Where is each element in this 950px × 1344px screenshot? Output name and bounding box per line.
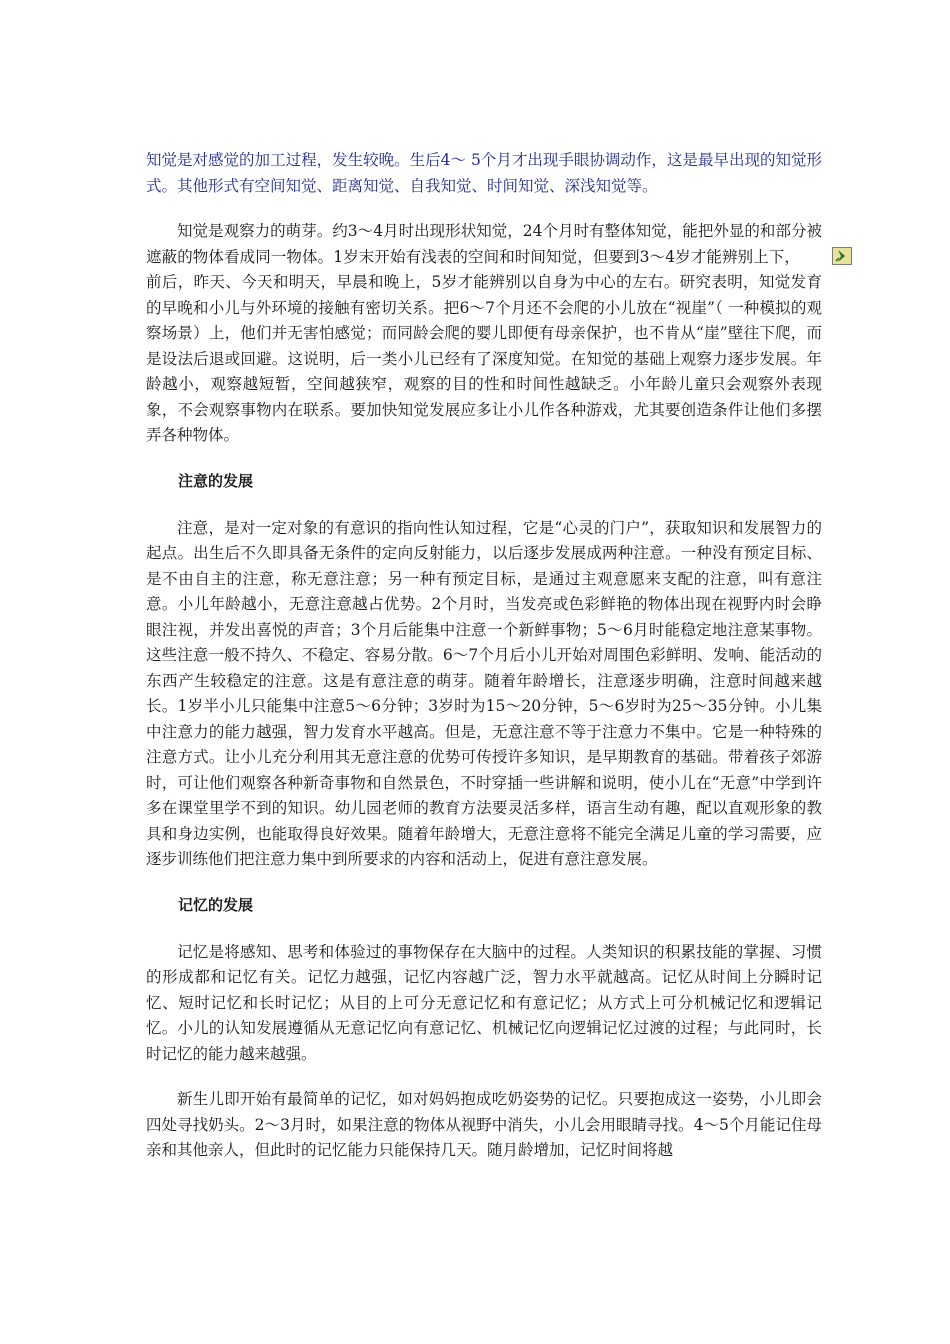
perception-paragraph	[146, 219, 822, 449]
document-page	[146, 148, 822, 1184]
intro-paragraph: 知觉是对感觉的加工过程，发生较晚。生后4～ 5个月才出现手眼协调动作，这是最早出现的知觉形式。其他形式有空间知觉、距离知觉、自我知觉、时间知觉、深浅知觉等。	[146, 151, 822, 195]
attention-heading: 注意的发展	[178, 471, 254, 490]
memory-paragraph-2: 新生儿即开始有最简单的记忆，如对妈妈抱成吃奶姿势的记忆。只要抱成这一姿势，小儿即会四处寻找奶头。2～3月时，如果注意的物体从视野中消失，小儿会用眼睛寻找。4～5个月能记住母亲和其他亲人，但此时的记忆能力只能保持几天。随月龄增加，记忆时间将越	[146, 1090, 822, 1159]
memory-heading: 记忆的发展	[178, 895, 254, 914]
perception-text-end: 前后，昨天、今天和明天，早晨和晚上，5岁才能辨别以自身为中心的左右。研究表明，知觉发育的早晚和小儿与外环境的接触有密切关系。把6～7个月还不会爬的小儿放在“视崖”（ 一种模拟的观察场景）上，他们并无害怕感觉；而同龄会爬的婴儿即便有母亲保护，也不肯从“崖”壁往下爬，而是设法后退或回避。这说明，后一类小儿已经有了深度知觉。在知觉的基础上观察力逐步发展。年龄越小，观察越短暂，空间越狭窄，观察的目的性和时间性越缺乏。小年龄儿童只会观察外表现象，不会观察事物内在联系。要加快知觉发展应多让小儿作各种游戏，尤其要创造条件让他们多摆弄各种物体。	[146, 273, 822, 444]
perception-text-start: 知觉是观察力的萌芽。约3～4月时出现形状知觉，24个月时有整体知觉，能把外显的和部分被遮蔽的物体看成同一物体。1岁末开始有浅表的空间和时间知觉，但要到3～4岁才能辨别上下，	[146, 222, 822, 266]
attention-paragraph: 注意，是对一定对象的有意识的指向性认知过程，它是“心灵的门户”，获取知识和发展智力的起点。出生后不久即具备无条件的定向反射能力，以后逐步发展成两种注意。一种没有预定目标、是不由自主的注意，称无意注意；另一种有预定目标，是通过主观意愿来支配的注意，叫有意注意。小儿年龄越小，无意注意越占优势。2个月时，当发亮或色彩鲜艳的物体出现在视野内时会睁眼注视，并发出喜悦的声音；3个月后能集中注意一个新鲜事物；5～6月时能稳定地注意某事物。这些注意一般不持久、不稳定、容易分散。6～7个月后小儿开始对周围色彩鲜明、发响、能活动的东西产生较稳定的注意。这是有意注意的萌芽。随着年龄增长，注意逐步明确，注意时间越来越长。1岁半小儿只能集中注意5～6分钟；3岁时为15～20分钟，5～6岁时为25～35分钟。小儿集中注意力的能力越强，智力发育水平越高。但是，无意注意不等于注意力不集中。它是一种特殊的注意方式。让小儿充分利用其无意注意的优势可传授许多知识，是早期教育的基础。带着孩子郊游时，可让他们观察各种新奇事物和自然景色，不时穿插一些讲解和说明，使小儿在“无意”中学到许多在课堂里学不到的知识。幼儿园老师的教育方法要灵活多样，语言生动有趣，配以直观形象的教具和身边实例，也能取得良好效果。随着年龄增大，无意注意将不能完全满足儿童的学习需要，应逐步训练他们把注意力集中到所要求的内容和活动上，促进有意注意发展。	[146, 518, 822, 868]
memory-paragraph-1: 记忆是将感知、思考和体验过的事物保存在大脑中的过程。人类知识的积累技能的掌握、习惯的形成都和记忆有关。记忆力越强，记忆内容越广泛，智力水平就越高。记忆从时间上分瞬时记忆、短时记忆和长时记忆；从目的上可分无意记忆和有意记忆；从方式上可分机械记忆和逻辑记忆。小儿的认知发展遵循从无意记忆向有意记忆、机械记忆向逻辑记忆过渡的过程；与此同时，长时记忆的能力越来越强。	[146, 942, 822, 1063]
arrow-icon[interactable]	[801, 247, 821, 265]
